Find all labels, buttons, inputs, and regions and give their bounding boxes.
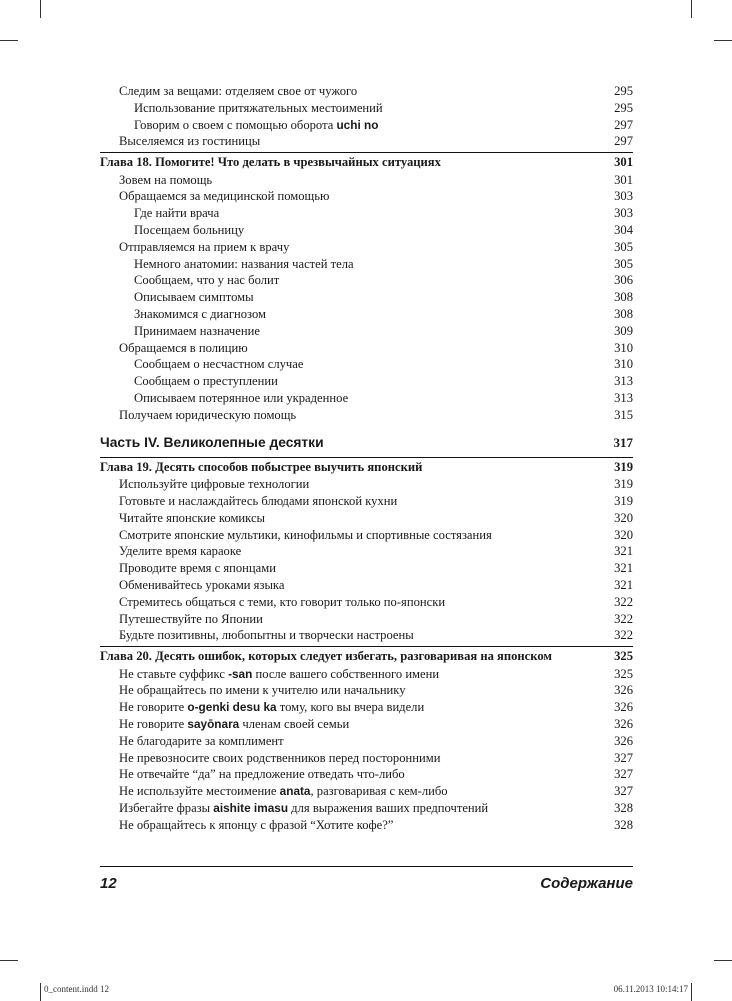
entry-title [119, 699, 424, 716]
entry-page-number: 319 [614, 477, 633, 492]
chapter-entry [100, 457, 633, 477]
subsection-entry [100, 205, 633, 222]
entry-page-number: 309 [614, 323, 633, 338]
section-entry [100, 682, 633, 699]
crop-mark-top-right-h [714, 40, 732, 41]
entry-title-part: Не говорите [119, 717, 188, 731]
section-entry [100, 577, 633, 594]
entry-page-number: 308 [614, 290, 633, 305]
entry-title: Обращаемся за медицинской помощью [119, 189, 330, 204]
entry-page-number: 317 [613, 434, 633, 450]
entry-title-part: после вашего собственного имени [252, 666, 440, 681]
crop-mark-bottom-right-h [714, 960, 732, 961]
section-entry [100, 766, 633, 783]
entry-title: Сообщаем о преступлении [134, 374, 278, 389]
entry-title: Читайте японские комиксы [119, 510, 266, 525]
chapter-entry [100, 646, 633, 666]
part-entry [100, 431, 633, 455]
entry-page-number: 297 [614, 134, 633, 149]
section-entry [100, 407, 633, 424]
japanese-term: anata [279, 784, 311, 799]
entry-page-number: 295 [614, 84, 633, 98]
entry-page-number: 320 [614, 510, 633, 525]
entry-page-number: 328 [614, 800, 633, 815]
entry-title-part: для выражения ваших предпочтений [288, 800, 489, 815]
section-entry [100, 510, 633, 527]
section-entry [100, 817, 633, 834]
entry-title: Обменивайтесь уроками языка [119, 577, 285, 592]
entry-title-part: , разговаривая с кем-либо [310, 784, 448, 799]
section-entry [100, 733, 633, 750]
entry-title: Посещаем больницу [134, 223, 245, 238]
crop-mark-top-left-h [0, 40, 18, 41]
entry-title: Выселяемся из гостиницы [119, 134, 261, 149]
entry-page-number: 303 [614, 206, 633, 221]
subsection-entry [100, 373, 633, 390]
entry-title: Где найти врача [134, 206, 220, 221]
entry-page-number: 326 [614, 733, 633, 748]
entry-title: Глава 19. Десять способов побыстрее выучить японский [100, 459, 423, 474]
entry-title: Стремитесь общаться с теми, кто говорит только по-японски [119, 594, 446, 609]
entry-page-number: 306 [614, 273, 633, 288]
entry-page-number: 295 [614, 100, 633, 115]
subsection-entry [100, 390, 633, 407]
entry-page-number: 327 [614, 784, 633, 799]
entry-page-number: 297 [614, 117, 633, 132]
section-entry [100, 188, 633, 205]
entry-page-number: 322 [614, 611, 633, 626]
entry-title: Не обращайтесь по имени к учителю или начальнику [119, 683, 406, 698]
section-entry [100, 716, 633, 733]
entry-title: Обращаемся в полицию [119, 340, 248, 355]
section-entry [100, 239, 633, 256]
entry-page-number: 328 [614, 817, 633, 832]
entry-page-number: 310 [614, 340, 633, 355]
section-entry [100, 666, 633, 683]
entry-page-number: 327 [614, 767, 633, 782]
entry-page-number: 315 [614, 407, 633, 422]
subsection-entry [100, 222, 633, 239]
section-entry [100, 699, 633, 716]
entry-page-number: 327 [614, 750, 633, 765]
entry-title: Следим за вещами: отделяем свое от чужого [119, 84, 358, 98]
entry-title: Зовем на помощь [119, 172, 213, 187]
entry-title: Глава 18. Помогите! Что делать в чрезвычайных ситуациях [100, 155, 441, 170]
entry-title-part: Не говорите [119, 700, 188, 715]
section-entry [100, 172, 633, 189]
section-entry [100, 527, 633, 544]
entry-page-number: 326 [614, 700, 633, 715]
entry-title: Глава 20. Десять ошибок, которых следует избегать, разговаривая на японском [100, 649, 552, 664]
entry-title: Будьте позитивны, любопытны и творчески настроены [119, 628, 414, 643]
subsection-entry [100, 272, 633, 289]
entry-title: Готовьте и наслаждайтесь блюдами японской кухни [119, 493, 398, 508]
subsection-entry [100, 117, 633, 134]
entry-title: Уделите время караоке [119, 544, 242, 559]
entry-title: Получаем юридическую помощь [119, 407, 297, 422]
entry-title-part: Избегайте фразы [119, 800, 214, 815]
entry-title: Не обращайтесь к японцу с фразой “Хотите кофе?” [119, 817, 394, 832]
entry-title [119, 716, 349, 733]
table-of-contents [100, 83, 633, 834]
entry-title: Сообщаем о несчастном случае [134, 357, 304, 372]
entry-title: Проводите время с японцами [119, 561, 276, 576]
entry-page-number: 319 [614, 459, 633, 474]
subsection-entry [100, 356, 633, 373]
page-number: 12 [100, 875, 117, 892]
entry-page-number: 319 [614, 493, 633, 508]
entry-title: Использование притяжательных местоимений [134, 100, 383, 115]
japanese-term: sayōnara [187, 717, 240, 731]
section-entry [100, 560, 633, 577]
section-entry [100, 750, 633, 767]
entry-page-number: 326 [614, 683, 633, 698]
entry-title: Отправляемся на прием к врачу [119, 239, 290, 254]
subsection-entry [100, 289, 633, 306]
section-entry [100, 83, 633, 100]
entry-title: Описываем симптомы [134, 290, 254, 305]
subsection-entry [100, 256, 633, 273]
entry-title-part: Говорим о своем с помощью оборота [134, 117, 337, 132]
section-entry [100, 611, 633, 628]
chapter-entry [100, 152, 633, 172]
entry-page-number: 326 [614, 717, 633, 731]
entry-page-number: 304 [614, 223, 633, 238]
entry-page-number: 305 [614, 256, 633, 271]
entry-page-number: 303 [614, 189, 633, 204]
entry-title: Путешествуйте по Японии [119, 611, 263, 626]
japanese-term: aishite imasu [213, 800, 289, 815]
entry-title [134, 117, 378, 134]
crop-mark-bottom-left-h [0, 960, 18, 961]
entry-title: Принимаем назначение [134, 323, 260, 338]
crop-mark-top-left-v [40, 0, 41, 18]
japanese-term: o-genki desu ka [187, 700, 277, 715]
entry-title-part: членам своей семьи [239, 717, 350, 731]
entry-page-number: 308 [614, 307, 633, 322]
entry-title: Описываем потерянное или украденное [134, 391, 349, 406]
footer-rule [100, 866, 633, 867]
entry-title: Не благодарите за комплимент [119, 733, 284, 748]
section-entry [100, 340, 633, 357]
entry-title: Не превозносите своих родственников перед посторонними [119, 750, 441, 765]
entry-page-number: 325 [614, 649, 633, 664]
section-entry [100, 543, 633, 560]
entry-page-number: 325 [614, 666, 633, 681]
section-entry [100, 594, 633, 611]
section-title: Содержание [540, 875, 633, 892]
entry-page-number: 322 [614, 628, 633, 643]
entry-page-number: 301 [614, 172, 633, 187]
entry-title [119, 666, 439, 683]
crop-mark-top-right-v [691, 0, 692, 18]
entry-title: Знакомимся с диагнозом [134, 307, 266, 322]
slug-datetime: 06.11.2013 10:14:17 [613, 984, 688, 994]
entry-title-part: Не используйте местоимение [119, 784, 280, 799]
subsection-entry [100, 100, 633, 117]
entry-title: Используйте цифровые технологии [119, 477, 310, 492]
subsection-entry [100, 306, 633, 323]
entry-title-part: тому, кого вы вчера видели [276, 700, 425, 715]
section-entry [100, 133, 633, 150]
entry-page-number: 313 [614, 391, 633, 406]
section-entry [100, 783, 633, 800]
japanese-term: uchi no [336, 117, 379, 132]
entry-page-number: 321 [614, 544, 633, 559]
entry-title: Сообщаем, что у нас болит [134, 273, 280, 288]
entry-title [119, 783, 448, 800]
section-entry [100, 800, 633, 817]
subsection-entry [100, 323, 633, 340]
crop-mark-bottom-left-v [40, 983, 41, 1001]
section-entry [100, 493, 633, 510]
entry-title: Часть IV. Великолепные десятки [100, 434, 324, 450]
entry-title: Немного анатомии: названия частей тела [134, 256, 354, 271]
section-entry [100, 476, 633, 493]
entry-page-number: 321 [614, 577, 633, 592]
crop-mark-bottom-right-v [691, 983, 692, 1001]
entry-title-part: Не ставьте суффикс [119, 666, 229, 681]
entry-page-number: 320 [614, 527, 633, 542]
section-entry [100, 627, 633, 644]
entry-title: Смотрите японские мультики, кинофильмы и спортивные состязания [119, 527, 492, 542]
entry-page-number: 305 [614, 239, 633, 254]
entry-page-number: 301 [614, 155, 633, 170]
entry-page-number: 310 [614, 357, 633, 372]
japanese-term: -san [228, 666, 253, 681]
slug-file: 0_content.indd 12 [44, 984, 109, 994]
entry-page-number: 321 [614, 561, 633, 576]
entry-page-number: 322 [614, 594, 633, 609]
entry-title: Не отвечайте “да” на предложение отведать что-либо [119, 767, 405, 782]
spacer [100, 424, 633, 431]
entry-page-number: 313 [614, 374, 633, 389]
entry-title [119, 800, 488, 817]
